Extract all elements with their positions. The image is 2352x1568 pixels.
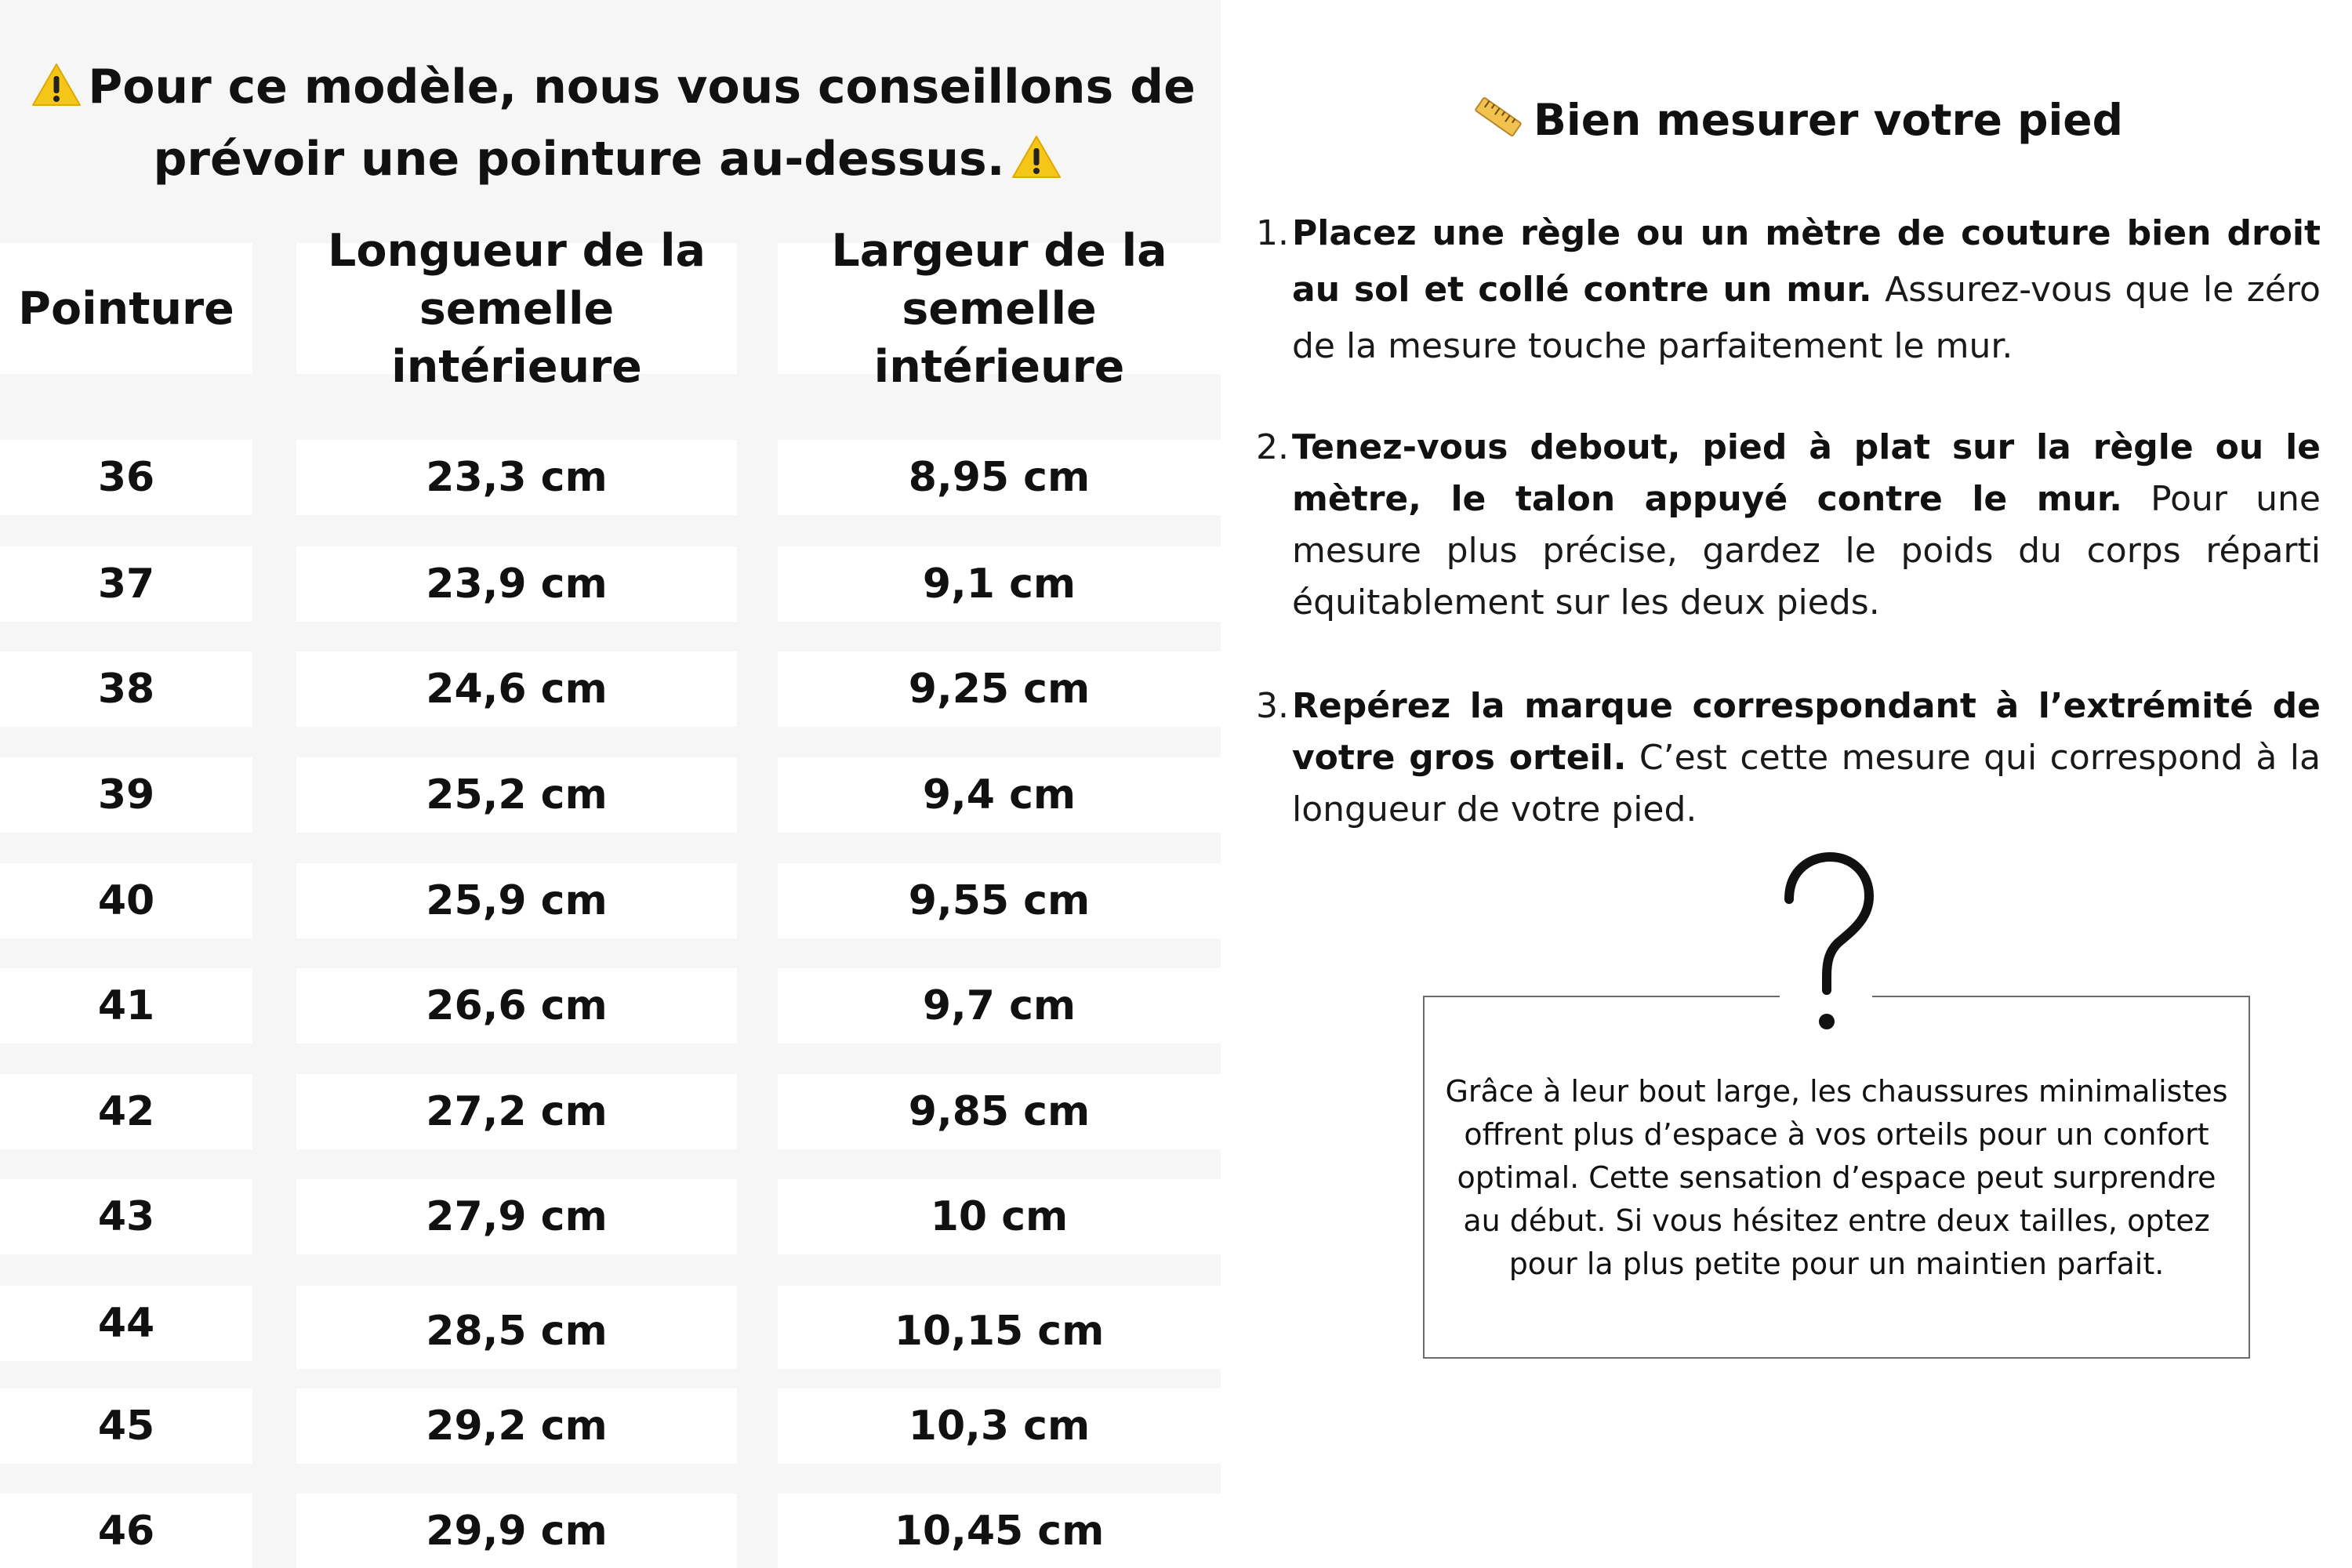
step-1 (1254, 205, 2321, 378)
step-plain-text: Pour une mesure plus précise, gardez le poids du corps réparti équitablement sur les deux pieds. (1292, 479, 2321, 622)
table-cell-length: 26,6 cm (296, 968, 737, 1044)
info-text: Grâce à leur bout large, les chaussures minimalistes offrent plus d’espace à vos orteils pour un confort optimal. Cette sensation d’espace peut surprendre au début. Si vous hésitez entre deux tailles, optez pour la plus petite pour un maintien parfait. (1445, 1074, 2228, 1281)
table-cell-width: 10,3 cm (778, 1388, 1221, 1464)
step-bold-text: Repérez la marque correspondant à l’extrémité de votre gros orteil. (1292, 686, 2321, 778)
table-cell-size: 38 (0, 652, 252, 727)
table-cell-width: 10,45 cm (778, 1494, 1221, 1568)
warning-icon (1011, 130, 1062, 198)
table-cell-size: 45 (0, 1388, 252, 1464)
table-cell-width: 8,95 cm (778, 440, 1221, 515)
header-longueur (296, 224, 737, 393)
table-cell-length: 23,3 cm (296, 440, 737, 515)
table-cell-length: 29,2 cm (296, 1388, 737, 1464)
step-number: 3. (1256, 686, 1289, 726)
table-cell-size: 39 (0, 757, 252, 833)
step-bold-text: Tenez-vous debout, pied à plat sur la règle ou le mètre, le talon appuyé contre le mur. (1292, 427, 2321, 519)
step-text (1292, 681, 2321, 836)
table-cell-size: 44 (0, 1286, 252, 1361)
table-cell-length: 25,9 cm (296, 863, 737, 938)
measure-guide-title-text: Bien mesurer votre pied (1534, 95, 2123, 145)
table-cell-width: 9,1 cm (778, 546, 1221, 622)
step-plain-text: Assurez-vous que le zéro de la mesure touche parfaitement le mur. (1292, 270, 2321, 366)
table-cell-size: 40 (0, 863, 252, 938)
table-cell-length: 28,5 cm (296, 1286, 737, 1369)
table-cell-length: 24,6 cm (296, 652, 737, 727)
header-label (296, 222, 737, 396)
header-label-line: Largeur de la (831, 224, 1167, 277)
header-label-line: semelle intérieure (873, 282, 1125, 393)
table-cell-size: 37 (0, 546, 252, 622)
step-number: 2. (1256, 427, 1289, 467)
table-cell-length: 23,9 cm (296, 546, 737, 622)
header-largeur (778, 224, 1221, 393)
table-cell-size: 46 (0, 1494, 252, 1568)
warning-icon (31, 58, 82, 125)
fit-warning (0, 53, 1221, 198)
table-cell-width: 10,15 cm (778, 1286, 1221, 1369)
table-cell-width: 9,4 cm (778, 757, 1221, 833)
step-number: 1. (1256, 213, 1289, 253)
header-label: Pointure (18, 282, 234, 335)
table-cell-width: 10 cm (778, 1179, 1221, 1254)
table-cell-length: 29,9 cm (296, 1494, 737, 1568)
table-cell-length: 25,2 cm (296, 757, 737, 833)
table-cell-width: 9,85 cm (778, 1074, 1221, 1149)
fit-warning-text-1: Pour ce modèle, nous vous conseillons de (88, 60, 1196, 114)
step-2 (1254, 422, 2321, 633)
step-text (1292, 205, 2321, 375)
table-cell-size: 43 (0, 1179, 252, 1254)
step-3 (1254, 681, 2321, 845)
question-mark-icon (1772, 851, 1882, 1039)
header-label-line: semelle intérieure (391, 282, 642, 393)
ruler-icon (1474, 93, 1523, 154)
header-label-line: Longueur de la (328, 224, 706, 277)
table-cell-size: 42 (0, 1074, 252, 1149)
table-cell-length: 27,2 cm (296, 1074, 737, 1149)
measure-guide-title (1474, 93, 2123, 154)
table-cell-size: 41 (0, 968, 252, 1044)
fit-warning-line-2 (0, 125, 1221, 198)
step-text (1292, 422, 2321, 629)
fit-warning-line-1 (0, 53, 1221, 125)
header-label (778, 222, 1221, 396)
table-cell-length: 27,9 cm (296, 1179, 737, 1254)
fit-warning-text-2: prévoir une pointure au-dessus. (153, 132, 1005, 187)
table-cell-width: 9,25 cm (778, 652, 1221, 727)
table-cell-width: 9,55 cm (778, 863, 1221, 938)
step-plain-text: C’est cette mesure qui correspond à la longueur de votre pied. (1292, 738, 2321, 829)
table-cell-size: 36 (0, 440, 252, 515)
step-bold-text: Placez une règle ou un mètre de couture bien droit au sol et collé contre un mur. (1292, 213, 2321, 310)
table-cell-width: 9,7 cm (778, 968, 1221, 1044)
header-pointure (0, 243, 252, 374)
